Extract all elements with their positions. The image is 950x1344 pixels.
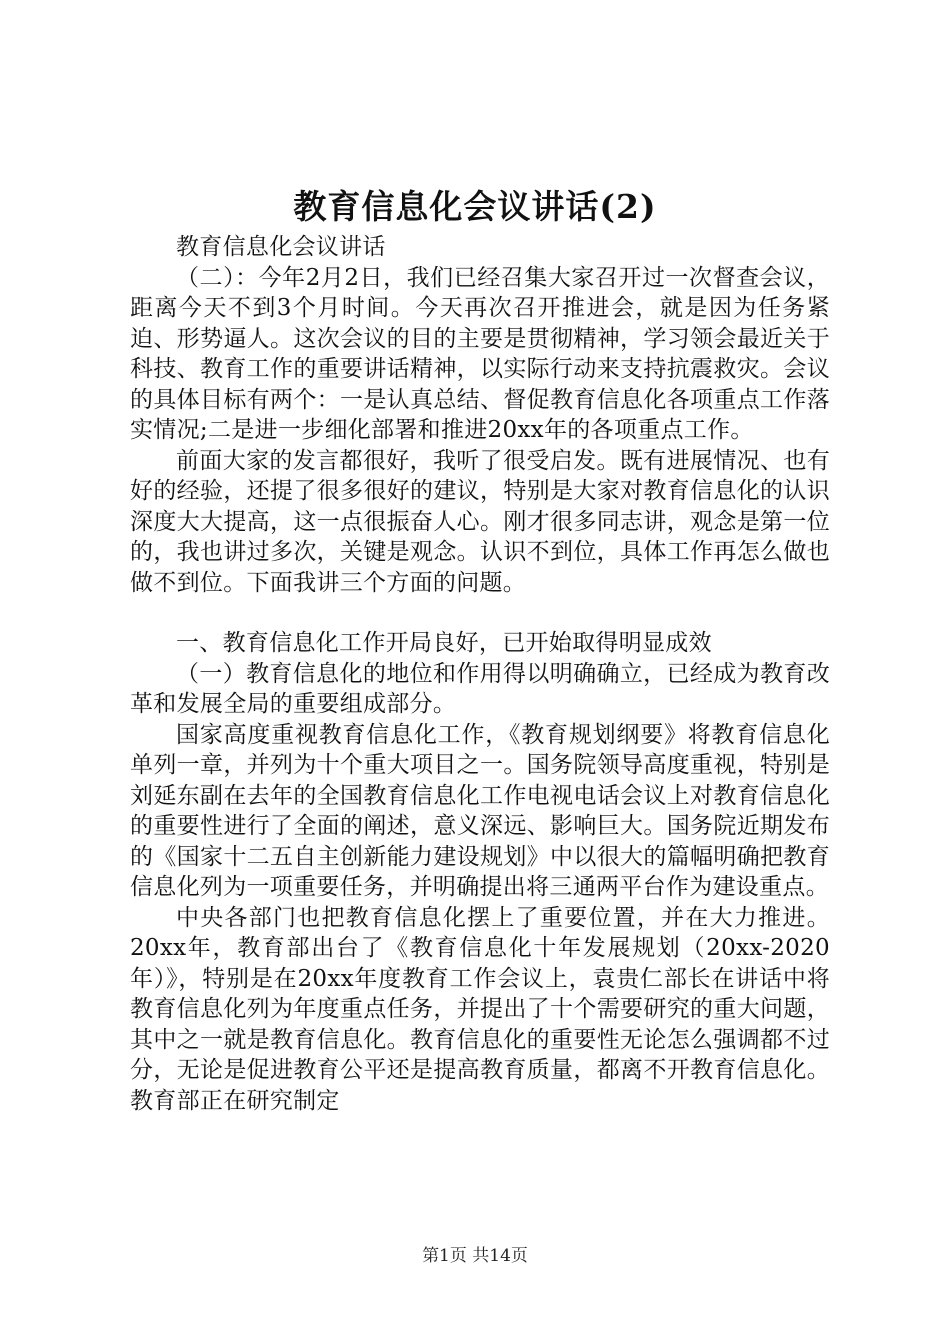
section-heading-1: 一、教育信息化工作开局良好，已开始取得明显成效 xyxy=(176,630,712,656)
document-body xyxy=(130,232,830,1116)
paragraph-spacer xyxy=(130,598,830,628)
page-footer: 第1页 共14页 xyxy=(422,1246,528,1266)
paragraph-ministries: 中央各部门也把教育信息化摆上了重要位置，并在大力推进。20xx年，教育部出台了《教育信息化十年发展规划（20xx-2020年）》，特别是在20xx年度教育工作会议上，袁贵仁部长在讲话中将教育信息化列为年度重点任务，并提出了十个需要研究的重大问题，其中之一就是教育信息化。教育信息化的重要性无论怎么强调都不过分，无论是促进教育公平还是提高教育质量，都离不开教育信息化。教育部正在研究制定 xyxy=(130,904,830,1114)
paragraph-national: 国家高度重视教育信息化工作，《教育规划纲要》将教育信息化单列一章，并列为十个重大项目之一。国务院领导高度重视，特别是刘延东副在去年的全国教育信息化工作电视电话会议上对教育信息化的重要性进行了全面的阐述，意义深远、影响巨大。国务院近期发布的《国家十二五自主创新能力建设规划》中以很大的篇幅明确把教育信息化列为一项重要任务，并明确提出将三通两平台作为建设重点。 xyxy=(130,721,830,900)
paragraph-subtitle: 教育信息化会议讲话 xyxy=(176,234,386,260)
document-title: 教育信息化会议讲话(2) xyxy=(293,187,657,226)
subsection-heading-1-1: （一）教育信息化的地位和作用得以明确确立，已经成为教育改革和发展全局的重要组成部分。 xyxy=(130,660,830,717)
paragraph-intro: （二）：今年2月2日，我们已经召集大家召开过一次督查会议，距离今天不到3个月时间。今天再次召开推进会，就是因为任务紧迫、形势逼人。这次会议的目的主要是贯彻精神，学习领会最近关于科技、教育工作的重要讲话精神，以实际行动来支持抗震救灾。会议的具体目标有两个：一是认真总结、督促教育信息化各项重点工作落实情况;二是进一步细化部署和推进20xx年的各项重点工作。 xyxy=(130,264,830,443)
paragraph-feedback: 前面大家的发言都很好，我听了很受启发。既有进展情况、也有好的经验，还提了很多很好的建议，特别是大家对教育信息化的认识深度大大提高，这一点很振奋人心。刚才很多同志讲，观念是第一位的，我也讲过多次，关键是观念。认识不到位，具体工作再怎么做也做不到位。下面我讲三个方面的问题。 xyxy=(130,447,830,596)
